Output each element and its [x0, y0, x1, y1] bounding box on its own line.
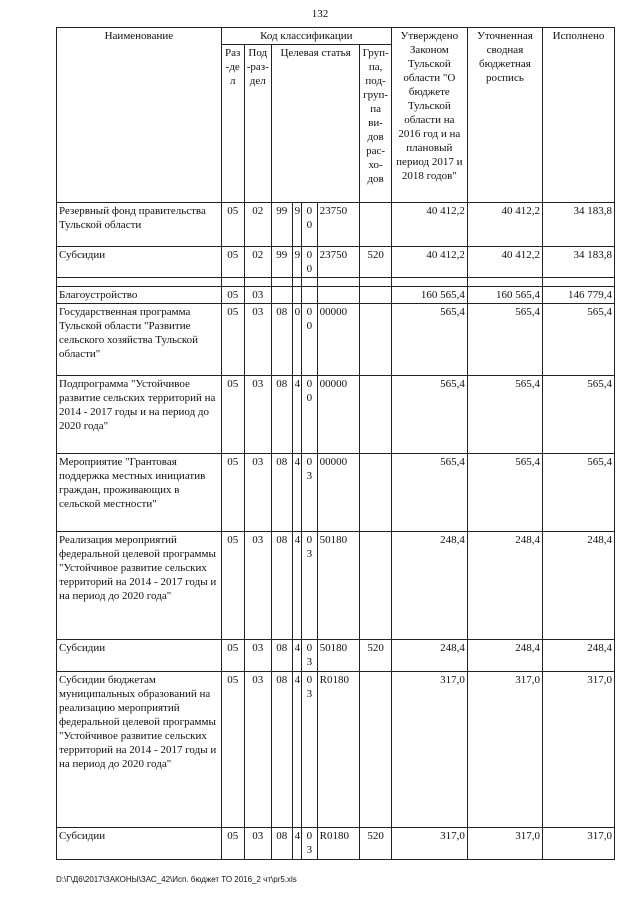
cell-approved: 565,4	[391, 304, 467, 376]
table-row	[57, 203, 615, 247]
cell-name: Благоустройство	[57, 287, 222, 304]
cell-podrazdel: 03	[244, 287, 271, 304]
cell-t1	[271, 287, 292, 304]
cell-executed: 317,0	[542, 672, 614, 828]
cell-group	[360, 532, 391, 640]
cell-t4: R0180	[317, 672, 360, 828]
cell-podrazdel: 03	[244, 672, 271, 828]
header-target: Целевая статья	[271, 45, 360, 203]
cell-executed: 34 183,8	[542, 247, 614, 278]
cell-approved: 565,4	[391, 454, 467, 532]
cell-refined: 317,0	[467, 828, 542, 860]
cell-t4: 00000	[317, 304, 360, 376]
cell-name: Субсидии	[57, 640, 222, 672]
cell-razdel: 05	[221, 376, 244, 454]
cell-razdel: 05	[221, 532, 244, 640]
table-row	[57, 304, 615, 376]
cell-refined: 160 565,4	[467, 287, 542, 304]
cell-t2: 4	[292, 376, 301, 454]
cell-refined: 248,4	[467, 640, 542, 672]
cell-podrazdel: 03	[244, 454, 271, 532]
cell-name: Подпрограмма "Устойчивое развитие сельских территорий на 2014 - 2017 годы и на период до 2020 года"	[57, 376, 222, 454]
cell-t1: 08	[271, 304, 292, 376]
header-name: Наименование	[57, 28, 222, 203]
cell-group	[360, 203, 391, 247]
cell-name: Субсидии	[57, 828, 222, 860]
table-row	[57, 454, 615, 532]
cell-t3: 03	[302, 454, 318, 532]
cell-t2: 4	[292, 672, 301, 828]
cell-t1: 99	[271, 203, 292, 247]
header-podrazdel: Под-раз-дел	[244, 45, 271, 203]
cell-executed: 317,0	[542, 828, 614, 860]
cell-podrazdel: 03	[244, 828, 271, 860]
cell-executed: 146 779,4	[542, 287, 614, 304]
cell-approved: 160 565,4	[391, 287, 467, 304]
cell-approved: 317,0	[391, 672, 467, 828]
cell-group: 520	[360, 640, 391, 672]
cell-razdel: 05	[221, 287, 244, 304]
table-row	[57, 247, 615, 278]
header-approved: Утверждено Законом Тульской области "О бюджете Тульской области на 2016 год и на плановый период 2017 и 2018 годов"	[391, 28, 467, 203]
cell-name: Государственная программа Тульской области "Развитие сельского хозяйства Тульской области"	[57, 304, 222, 376]
table-row	[57, 640, 615, 672]
cell-t2: 9	[292, 247, 301, 278]
cell-name: Мероприятие "Грантовая поддержка местных инициатив граждан, проживающих в сельской местности"	[57, 454, 222, 532]
cell-t1: 08	[271, 828, 292, 860]
cell-approved: 248,4	[391, 640, 467, 672]
cell-group: 520	[360, 828, 391, 860]
cell-t2: 4	[292, 454, 301, 532]
cell-podrazdel: 02	[244, 203, 271, 247]
cell-group	[360, 287, 391, 304]
cell-approved: 40 412,2	[391, 247, 467, 278]
spacer-row	[57, 278, 615, 287]
cell-razdel: 05	[221, 828, 244, 860]
cell-refined: 40 412,2	[467, 247, 542, 278]
cell-group	[360, 454, 391, 532]
cell-executed: 34 183,8	[542, 203, 614, 247]
cell-podrazdel: 03	[244, 376, 271, 454]
cell-razdel: 05	[221, 203, 244, 247]
cell-refined: 40 412,2	[467, 203, 542, 247]
cell-razdel: 05	[221, 640, 244, 672]
cell-t3	[302, 287, 318, 304]
cell-executed: 248,4	[542, 532, 614, 640]
table-row	[57, 532, 615, 640]
cell-t2: 4	[292, 532, 301, 640]
cell-t4: 23750	[317, 247, 360, 278]
cell-t2: 0	[292, 304, 301, 376]
cell-executed: 565,4	[542, 454, 614, 532]
table-row	[57, 672, 615, 828]
cell-refined: 565,4	[467, 304, 542, 376]
cell-t3: 03	[302, 828, 318, 860]
header-refined: Уточненная сводная бюджетная роспись	[467, 28, 542, 203]
cell-group	[360, 304, 391, 376]
cell-t4: 50180	[317, 532, 360, 640]
cell-t3: 03	[302, 672, 318, 828]
cell-t4	[317, 287, 360, 304]
table-row	[57, 828, 615, 860]
cell-razdel: 05	[221, 454, 244, 532]
cell-t2: 4	[292, 828, 301, 860]
cell-razdel: 05	[221, 304, 244, 376]
cell-approved: 248,4	[391, 532, 467, 640]
cell-approved: 40 412,2	[391, 203, 467, 247]
file-path-footer: D:\Г\Д6\2017\ЗАКОНЫ\ЗАС_42\Исп. бюджет ТО 2016_2 чт\pr5.xls	[56, 875, 297, 884]
cell-t2: 9	[292, 203, 301, 247]
cell-t3: 00	[302, 376, 318, 454]
cell-name: Резервный фонд правительства Тульской области	[57, 203, 222, 247]
table-row	[57, 376, 615, 454]
cell-t4: 23750	[317, 203, 360, 247]
cell-t4: 00000	[317, 454, 360, 532]
cell-refined: 248,4	[467, 532, 542, 640]
cell-t2	[292, 287, 301, 304]
cell-group: 520	[360, 247, 391, 278]
budget-table	[56, 27, 615, 860]
cell-podrazdel: 02	[244, 247, 271, 278]
cell-podrazdel: 03	[244, 532, 271, 640]
table-row	[57, 287, 615, 304]
cell-t3: 00	[302, 247, 318, 278]
cell-group	[360, 672, 391, 828]
cell-approved: 317,0	[391, 828, 467, 860]
cell-podrazdel: 03	[244, 640, 271, 672]
cell-executed: 565,4	[542, 304, 614, 376]
cell-name: Реализация мероприятий федеральной целевой программы "Устойчивое развитие сельских территорий на 2014 - 2017 годы и на период до 2020 года"	[57, 532, 222, 640]
cell-t1: 08	[271, 532, 292, 640]
cell-t4: 00000	[317, 376, 360, 454]
cell-t4: 50180	[317, 640, 360, 672]
cell-group	[360, 376, 391, 454]
cell-t2: 4	[292, 640, 301, 672]
cell-name: Субсидии бюджетам муниципальных образований на реализацию мероприятий федеральной целевой программы "Устойчивое развитие сельских территорий на 2014 - 2017 годы и на период до 2020 года"	[57, 672, 222, 828]
cell-refined: 565,4	[467, 376, 542, 454]
cell-t3: 00	[302, 203, 318, 247]
cell-approved: 565,4	[391, 376, 467, 454]
cell-razdel: 05	[221, 672, 244, 828]
cell-t3: 03	[302, 640, 318, 672]
cell-t3: 03	[302, 532, 318, 640]
cell-t3: 00	[302, 304, 318, 376]
cell-t1: 08	[271, 672, 292, 828]
header-code-group: Код классификации	[221, 28, 391, 45]
header-razdel: Раз-дел	[221, 45, 244, 203]
cell-razdel: 05	[221, 247, 244, 278]
cell-t1: 08	[271, 640, 292, 672]
cell-executed: 248,4	[542, 640, 614, 672]
cell-refined: 565,4	[467, 454, 542, 532]
cell-t1: 08	[271, 454, 292, 532]
cell-podrazdel: 03	[244, 304, 271, 376]
cell-t4: R0180	[317, 828, 360, 860]
page-number: 132	[311, 8, 329, 20]
cell-name: Субсидии	[57, 247, 222, 278]
cell-t1: 08	[271, 376, 292, 454]
header-executed: Исполнено	[542, 28, 614, 203]
cell-t1: 99	[271, 247, 292, 278]
cell-executed: 565,4	[542, 376, 614, 454]
cell-refined: 317,0	[467, 672, 542, 828]
header-group: Груп-па, под-груп-па ви-дов рас-хо-дов	[360, 45, 391, 203]
